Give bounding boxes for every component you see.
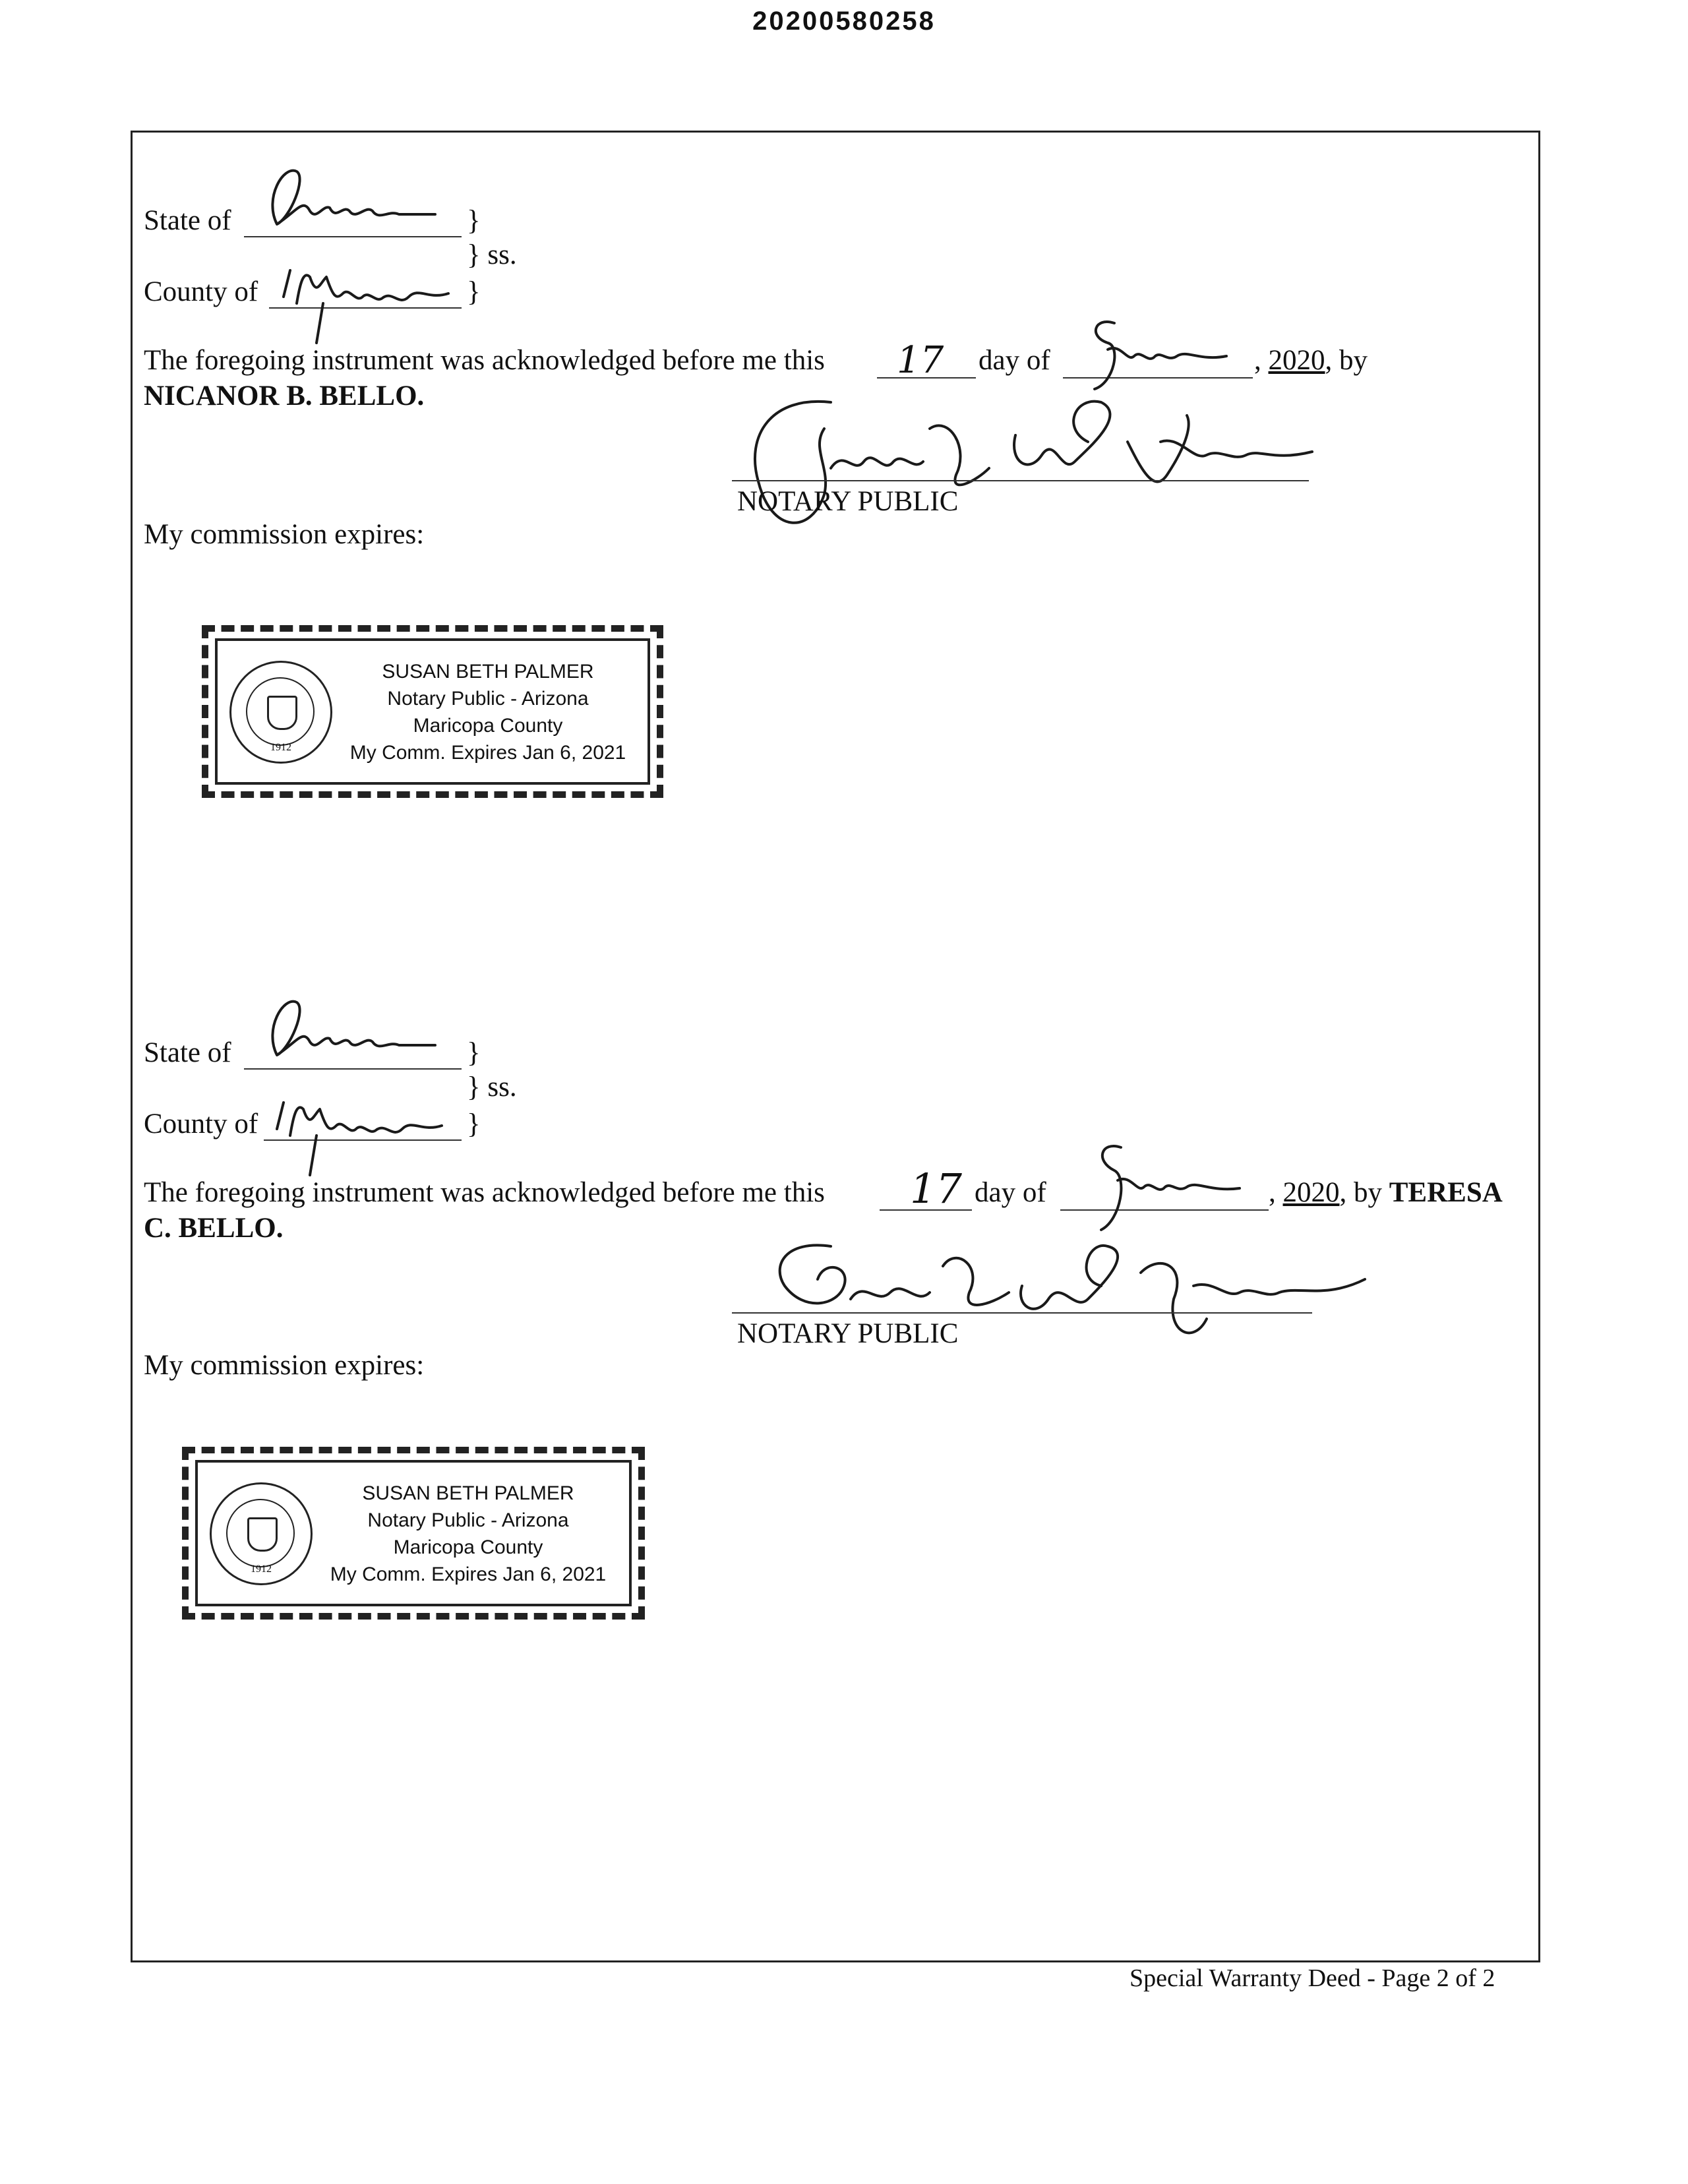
stamp-expires: My Comm. Expires Jan 6, 2021 [349, 742, 626, 764]
seal-ring [226, 1499, 295, 1567]
state-brace: } [467, 1037, 481, 1068]
stamp-title: Notary Public - Arizona [367, 1509, 569, 1531]
state-seal-icon [210, 1482, 313, 1585]
stamp-title: Notary Public - Arizona [387, 688, 589, 710]
day-value: 17 [897, 339, 944, 382]
state-seal-icon [229, 661, 332, 764]
day-value: 17 [910, 1165, 962, 1213]
day-of-label: day of [979, 345, 1050, 376]
state-handwriting [251, 158, 448, 244]
document-number: 20200580258 [752, 7, 936, 36]
county-label: County of [144, 1108, 258, 1139]
county-handwriting [264, 1089, 462, 1182]
ss-label: } ss. [467, 1072, 517, 1103]
notary-public-label: NOTARY PUBLIC [737, 486, 959, 517]
shield-icon [247, 1517, 278, 1552]
acknowledgment-text: The foregoing instrument was acknowledged before me this [144, 345, 825, 376]
commission-label: My commission expires: [144, 519, 425, 550]
county-brace: } [467, 1108, 481, 1139]
stamp-notary-name: SUSAN BETH PALMER [362, 1482, 574, 1504]
day-of-label: day of [975, 1177, 1046, 1208]
notary-stamp [182, 1447, 645, 1620]
stamp-inner [215, 638, 650, 785]
notary-public-label: NOTARY PUBLIC [737, 1318, 959, 1349]
page-footer: Special Warranty Deed - Page 2 of 2 [1130, 1964, 1495, 1992]
state-brace: } [467, 205, 481, 236]
month-handwriting [1068, 1134, 1259, 1240]
seal-ring [246, 677, 315, 746]
signer-name: NICANOR B. BELLO. [144, 380, 425, 411]
seal-year: 1912 [251, 1563, 272, 1575]
state-handwriting [251, 989, 448, 1075]
seal-year: 1912 [270, 742, 291, 753]
stamp-notary-name: SUSAN BETH PALMER [382, 661, 594, 682]
county-brace: } [467, 276, 481, 307]
stamp-inner [195, 1460, 632, 1606]
ss-label: } ss. [467, 239, 517, 270]
signer-name-part1: TERESA [1389, 1177, 1503, 1208]
stamp-county: Maricopa County [413, 715, 563, 737]
stamp-text [336, 658, 640, 766]
comma: , [1254, 345, 1269, 376]
by-label: , by [1325, 345, 1368, 376]
county-handwriting [270, 257, 468, 349]
acknowledgment-text: The foregoing instrument was acknowledged before me this [144, 1177, 825, 1208]
state-label: State of [144, 205, 231, 236]
by-label: , by [1339, 1177, 1382, 1208]
notary-signature-line [732, 1312, 1312, 1314]
county-label: County of [144, 276, 258, 307]
notary-stamp [202, 625, 663, 798]
notary-signature-line [732, 480, 1309, 481]
shield-icon [267, 696, 297, 730]
year-value: 2020 [1268, 345, 1325, 376]
comma: , [1269, 1177, 1283, 1208]
stamp-text [316, 1480, 620, 1588]
commission-label: My commission expires: [144, 1350, 425, 1381]
year-group [1254, 344, 1368, 377]
stamp-expires: My Comm. Expires Jan 6, 2021 [330, 1563, 607, 1585]
year-value: 2020 [1282, 1177, 1340, 1208]
signer-name-part2: C. BELLO. [144, 1213, 284, 1244]
state-label: State of [144, 1037, 231, 1068]
month-handwriting [1068, 310, 1259, 402]
stamp-county: Maricopa County [393, 1536, 543, 1558]
notary-signature [732, 389, 1325, 554]
year-group [1269, 1176, 1503, 1209]
